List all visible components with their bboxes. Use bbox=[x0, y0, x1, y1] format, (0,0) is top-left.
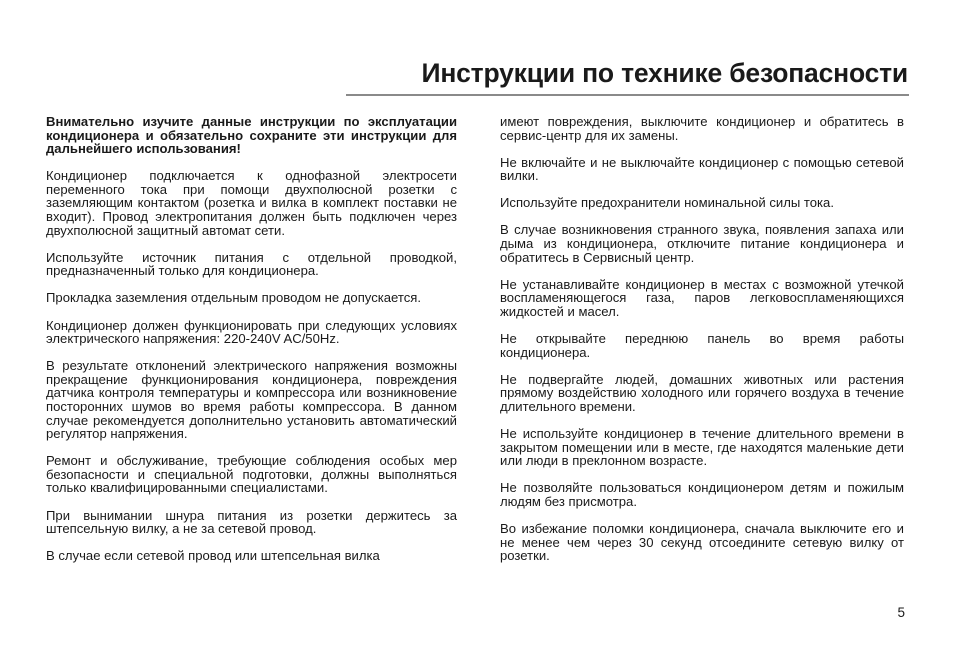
paragraph: Используйте источник питания с отдельной проводкой, предназначенный только для кондиционера. bbox=[46, 249, 457, 279]
paragraph: В случае возникновения странного звука, появления запаха или дыма из кондиционера, отключите питание кондиционера и обратитесь в Сервисный центр. bbox=[500, 222, 904, 265]
paragraph: Используйте предохранители номинальной силы тока. bbox=[500, 195, 834, 211]
page-title: Инструкции по технике безопасности bbox=[421, 58, 908, 88]
paragraph: В результате отклонений электрического напряжения возможны прекращение функционирования кондиционера, повреждения датчика контроля температуры и компрессора или возникновение посторонних шумов во время работы компрессора. В данном случае рекомендуется дополнительно установить автоматический регулятор напряжения. bbox=[46, 358, 457, 442]
paragraph: Не подвергайте людей, домашних животных или растения прямому воздействию холодного или горячего воздуха в течение длительного времени. bbox=[500, 371, 904, 414]
left-column bbox=[46, 115, 457, 576]
paragraph: В случае если сетевой провод или штепсельная вилка bbox=[46, 548, 380, 564]
paragraph: Не устанавливайте кондиционер в местах с возможной утечкой воспламеняющегося газа, паров легковоспламеняющихся жидкостей и масел. bbox=[500, 276, 904, 319]
paragraph: Прокладка заземления отдельным проводом не допускается. bbox=[46, 290, 422, 306]
paragraph: Во избежание поломки кондиционера, сначала выключите его и не менее чем через 30 секунд отсоедините сетевую вилку от розетки. bbox=[500, 520, 904, 564]
intro-warning: Внимательно изучите данные инструкции по эксплуатации кондиционера и обязательно сохраните эти инструкции для дальнейшего использования! bbox=[46, 114, 457, 157]
title-divider bbox=[346, 94, 909, 96]
paragraph: Не включайте и не выключайте кондиционер с помощью сетевой вилки. bbox=[500, 154, 904, 184]
paragraph: Не открывайте переднюю панель во время работы кондиционера. bbox=[500, 331, 904, 360]
paragraph: Кондиционер подключается к однофазной электросети переменного тока при помощи двухполюсной розетки с заземляющим контактом (розетка и вилка в комплект поставки не входит). Провод электропитания должен быть подключен через двухполюсной защитный автомат сети. bbox=[46, 168, 457, 238]
page-number: 5 bbox=[897, 605, 905, 620]
paragraph: Кондиционер должен функционировать при следующих условиях электрического напряжения: 220-240V AC/50Hz. bbox=[46, 317, 457, 347]
right-column bbox=[500, 115, 904, 576]
paragraph: При вынимании шнура питания из розетки держитесь за штепсельную вилку, а не за сетевой провод. bbox=[46, 507, 457, 537]
paragraph: имеют повреждения, выключите кондиционер и обратитесь в сервис-центр для их замены. bbox=[500, 114, 904, 143]
paragraph: Ремонт и обслуживание, требующие соблюдения особых мер безопасности и специальной подготовки, должны выполняться только квалифицированными специалистами. bbox=[46, 453, 457, 496]
paragraph: Не позволяйте пользоваться кондиционером детям и пожилым людям без присмотра. bbox=[500, 480, 904, 509]
paragraph: Не используйте кондиционер в течение длительного времени в закрытом помещении или в месте, где находятся маленькие дети или люди в преклонном возрасте. bbox=[500, 426, 904, 469]
